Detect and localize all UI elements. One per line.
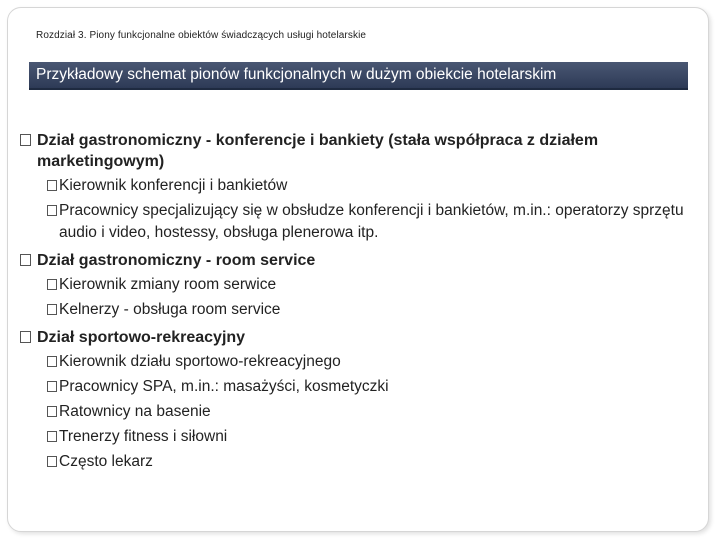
checkbox-bullet-icon: [20, 134, 31, 146]
list-item: [20, 200, 690, 244]
list-item: [20, 351, 690, 373]
section-room-service: [20, 250, 690, 271]
checkbox-bullet-icon: [47, 406, 57, 417]
checkbox-bullet-icon: [47, 381, 57, 392]
checkbox-bullet-icon: [47, 431, 57, 442]
section-sports-recreation: [20, 327, 690, 348]
section-label: Dział sportowo-rekreacyjny: [37, 329, 246, 346]
checkbox-bullet-icon: [20, 254, 31, 266]
list-item: [20, 175, 690, 197]
checkbox-bullet-icon: [47, 180, 57, 191]
list-item: [20, 426, 690, 448]
list-item: [20, 401, 690, 423]
chapter-title: Rozdział 3. Piony funkcjonalne obiektów świadczących usługi hotelarskie: [36, 30, 367, 41]
bullet-list: [20, 130, 690, 473]
list-item-label: Pracownicy SPA, m.in.: masażyści, kosmetyczki: [59, 378, 389, 395]
list-item-label: Kierownik działu sportowo-rekreacyjnego: [59, 353, 341, 370]
checkbox-bullet-icon: [47, 304, 57, 315]
section-label: Dział gastronomiczny - room service: [37, 252, 316, 269]
checkbox-bullet-icon: [47, 279, 57, 290]
title-banner: [29, 62, 688, 90]
section-conferences: [20, 130, 690, 172]
list-item: [20, 299, 690, 321]
list-item-label: Kierownik zmiany room serwice: [59, 276, 277, 293]
list-item-label: Kelnerzy - obsługa room service: [59, 301, 281, 318]
list-item: [20, 376, 690, 398]
checkbox-bullet-icon: [47, 356, 57, 367]
list-item-label: Pracownicy specjalizujący się w obsłudze konferencji i bankietów, m.in.: operatorzy sprzętu audio i video, hostessy, obsługa plenerowa itp.: [59, 202, 684, 241]
list-item-label: Ratownicy na basenie: [59, 403, 211, 420]
list-item-label: Kierownik konferencji i bankietów: [59, 177, 288, 194]
list-item: [20, 451, 690, 473]
list-item: [20, 274, 690, 296]
list-item-label: Często lekarz: [59, 453, 153, 470]
section-label: Dział gastronomiczny - konferencje i bankiety (stała współpraca z działem marketingowym): [37, 132, 599, 170]
list-item-label: Trenerzy fitness i siłowni: [59, 428, 228, 445]
checkbox-bullet-icon: [47, 456, 57, 467]
checkbox-bullet-icon: [47, 205, 57, 216]
checkbox-bullet-icon: [20, 331, 31, 343]
slide-title: Przykładowy schemat pionów funkcjonalnych w dużym obiekcie hotelarskim: [36, 66, 557, 83]
